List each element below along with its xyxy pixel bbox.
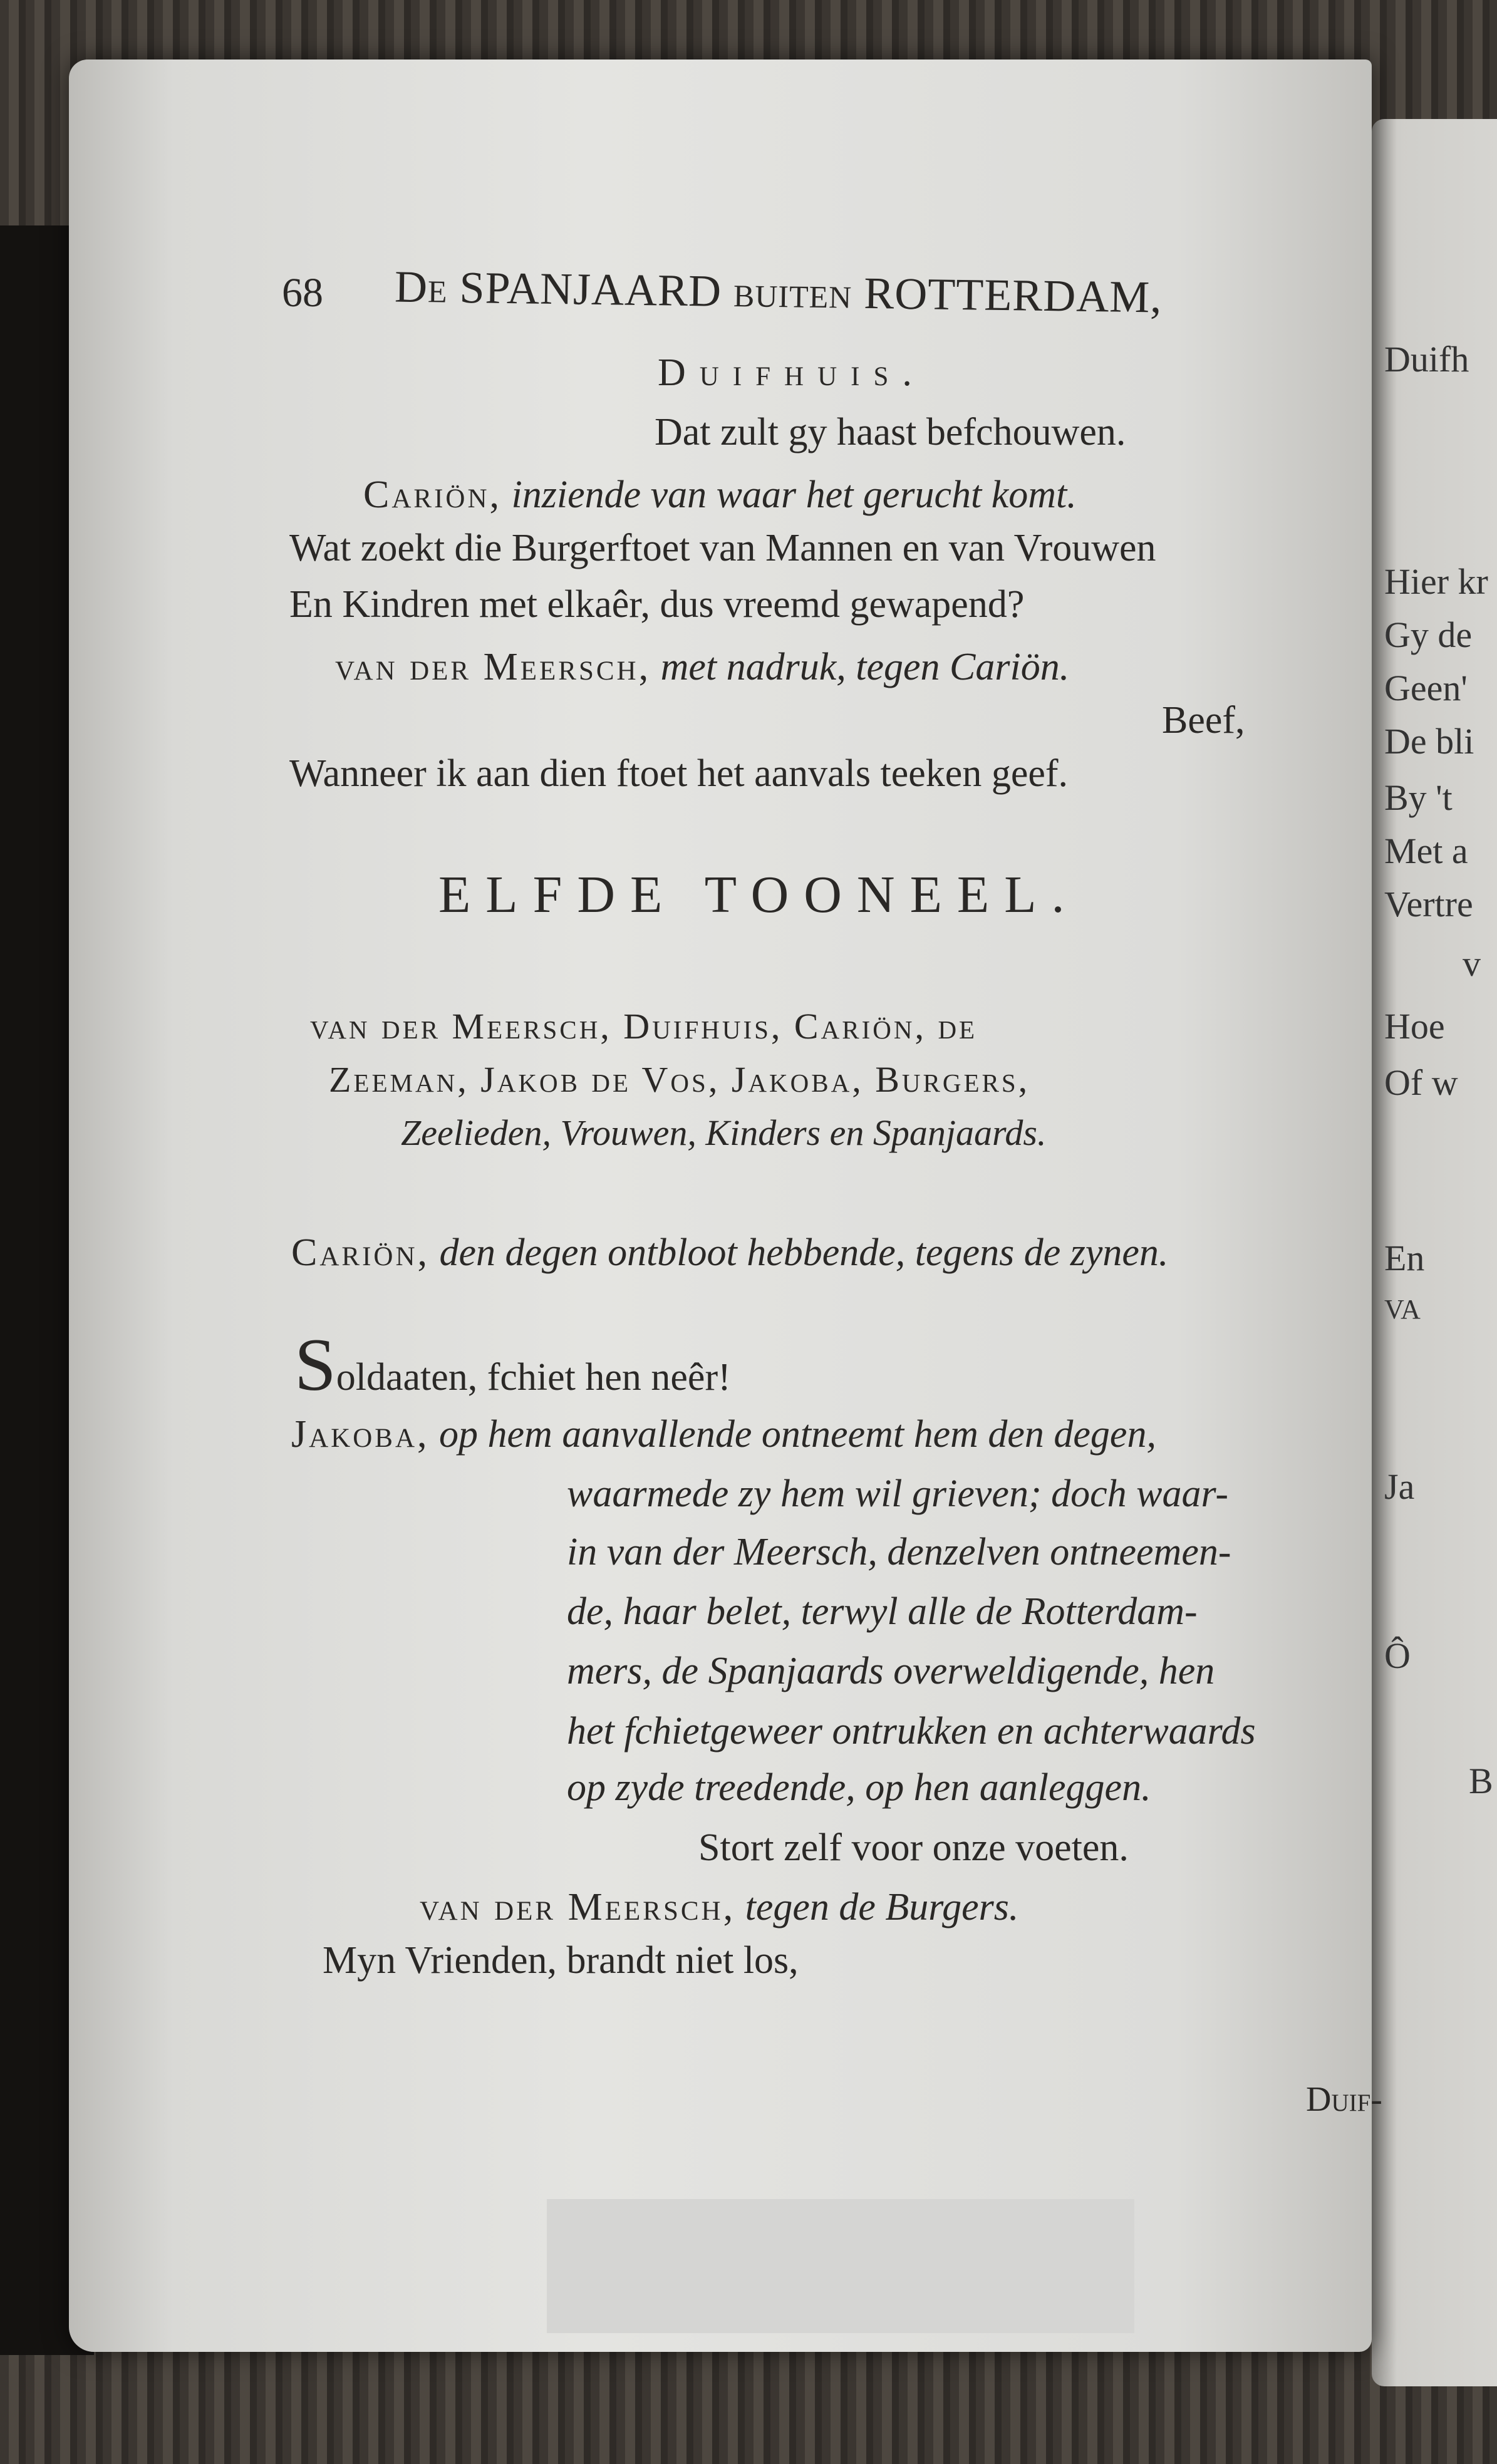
- speaker-name: van der Meersch,: [420, 1886, 736, 1928]
- facing-page-text: Gy de: [1384, 614, 1473, 655]
- speaker-name: Cariön,: [291, 1231, 430, 1274]
- verse-line: Wat zoekt die Burgerftoet van Mannen en van Vrouwen: [289, 527, 1156, 569]
- drop-cap: S: [294, 1323, 336, 1406]
- stage-direction: in van der Meersch, denzelven ontneemen-: [567, 1531, 1231, 1573]
- verse-line: Stort zelf voor onze voeten.: [698, 1826, 1129, 1869]
- stage-direction: waarmede zy hem wil grieven; doch waar-: [567, 1473, 1228, 1515]
- stage-direction: met nadruk, tegen Cariön.: [660, 646, 1070, 688]
- facing-page-text: Hier kr: [1384, 561, 1488, 602]
- speaker-name: Cariön,: [363, 474, 502, 516]
- book-page: [69, 60, 1372, 2352]
- verse-line: Dat zult gy haast befchouwen.: [655, 411, 1126, 453]
- stage-direction: inziende van waar het gerucht komt.: [511, 474, 1077, 516]
- facing-page-text: By 't: [1384, 777, 1453, 818]
- stage-direction: tegen de Burgers.: [745, 1886, 1019, 1928]
- verse-line: oldaaten, fchiet hen neêr!: [336, 1356, 731, 1399]
- facing-page-text: En: [1384, 1238, 1425, 1278]
- stage-direction: op zyde treedende, op hen aanleggen.: [567, 1766, 1151, 1809]
- scene-title: ELFDE TOONEEL.: [438, 866, 1080, 924]
- verse-line: Beef,: [1162, 699, 1245, 742]
- facing-page-text: Geen': [1384, 668, 1468, 708]
- cast-line: Zeelieden, Vrouwen, Kinders en Spanjaards.: [401, 1112, 1047, 1153]
- catchword: Duif-: [1306, 2080, 1382, 2119]
- speaker-name: van der Meersch,: [335, 646, 651, 688]
- facing-page-text: Met a: [1384, 831, 1468, 871]
- facing-page-text: Hoe: [1384, 1006, 1445, 1047]
- redaction-box: [547, 2199, 1134, 2333]
- cast-line: Zeeman, Jakob de Vos, Jakoba, Burgers,: [329, 1059, 1030, 1100]
- speaker-name: Duifhuis.: [658, 351, 926, 394]
- facing-page-text: Vertre: [1384, 884, 1473, 924]
- facing-page-text: Ja: [1384, 1466, 1415, 1507]
- stage-direction: mers, de Spanjaards overweldigende, hen: [567, 1650, 1215, 1692]
- facing-page-text: Of w: [1384, 1062, 1458, 1103]
- running-title: De SPANJAARD buiten ROTTERDAM,: [394, 261, 1163, 323]
- facing-page-text: v: [1463, 943, 1481, 984]
- facing-page-text: B: [1469, 1761, 1493, 1801]
- verse-line: Myn Vrienden, brandt niet los,: [323, 1939, 799, 1982]
- stage-direction: het fchietgeweer ontrukken en achterwaards: [567, 1710, 1256, 1752]
- verse-line: En Kindren met elkaêr, dus vreemd gewapend?: [289, 583, 1025, 626]
- cast-line: van der Meersch, Duifhuis, Cariön, de: [310, 1006, 978, 1047]
- page-number: 68: [282, 270, 323, 316]
- stage-direction: op hem aanvallende ontneemt hem den degen,: [439, 1413, 1156, 1456]
- facing-page-text: Duifh: [1384, 339, 1469, 380]
- facing-page-text: VA: [1384, 1294, 1421, 1325]
- facing-page-text: De bli: [1384, 721, 1474, 762]
- speaker-name: Jakoba,: [291, 1413, 430, 1456]
- verse-line: Wanneer ik aan dien ftoet het aanvals teeken geef.: [289, 752, 1068, 795]
- stage-direction: de, haar belet, terwyl alle de Rotterdam-: [567, 1590, 1198, 1633]
- facing-page-text: Ô: [1384, 1635, 1411, 1676]
- stage-direction: den degen ontbloot hebbende, tegens de zynen.: [439, 1231, 1169, 1274]
